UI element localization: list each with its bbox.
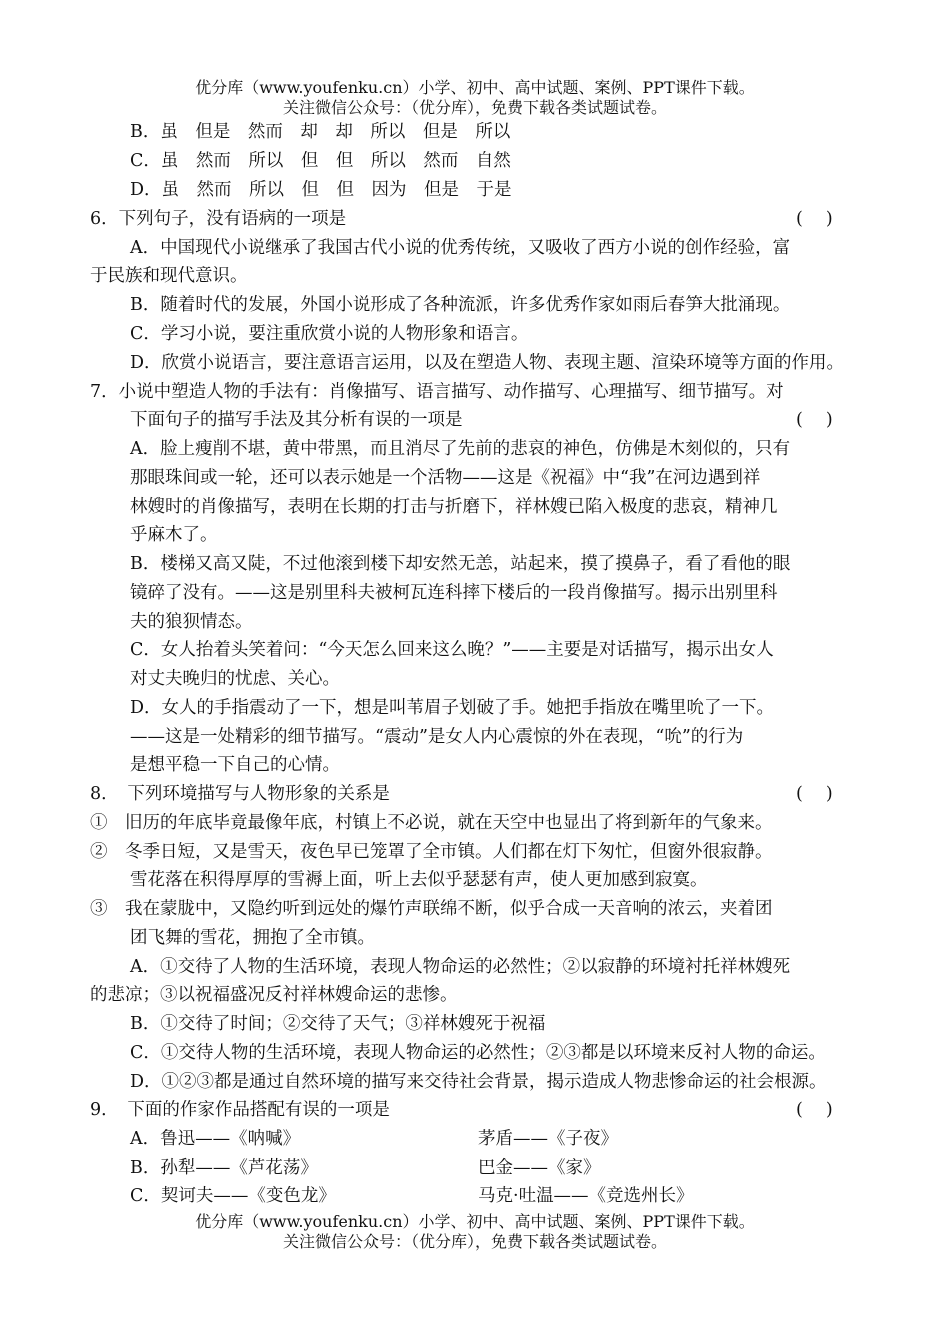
footer-line-1: 优分库（www.youfenku.cn）小学、初中、高中试题、案例、PPT课件下载。 xyxy=(195,1212,755,1231)
q8-passage-1: ① 旧历的年底毕竟最像年底，村镇上不必说，就在天空中也显出了将到新年的气象来。 xyxy=(90,813,773,833)
q7-stem-cont: 下面句子的描写手法及其分析有误的一项是 xyxy=(130,410,463,430)
q5-option-c: C．虽 然而 所以 但 但 所以 然而 自然 xyxy=(130,151,511,171)
q6-option-a-cont: 于民族和现代意识。 xyxy=(90,266,248,286)
q8-option-c: C．①交待人物的生活环境，表现人物命运的必然性；②③都是以环境来反衬人物的命运。 xyxy=(130,1043,826,1063)
q7-option-a-line2: 那眼珠间或一轮，还可以表示她是一个活物——这是《祝福》中“我”在河边遇到祥 xyxy=(130,468,761,488)
q6-answer-blank: ( ) xyxy=(796,209,833,229)
footer-line-2: 关注微信公众号：（优分库），免费下载各类试题试卷。 xyxy=(282,1232,667,1251)
header-line-2: 关注微信公众号：（优分库），免费下载各类试题试卷。 xyxy=(282,98,667,117)
q6-stem: 6．下列句子，没有语病的一项是 xyxy=(90,209,347,229)
q6-option-d: D．欣赏小说语言，要注意语言运用，以及在塑造人物、表现主题、渲染环境等方面的作用。 xyxy=(130,353,845,373)
q9-option-c-right: 马克·吐温——《竞选州长》 xyxy=(478,1186,694,1206)
q6-option-a: A．中国现代小说继承了我国古代小说的优秀传统，又吸收了西方小说的创作经验，富 xyxy=(130,238,791,258)
q9-option-c-left: C．契诃夫——《变色龙》 xyxy=(130,1186,336,1206)
q7-option-c-line2: 对丈夫晚归的忧虑、关心。 xyxy=(130,669,340,689)
q9-answer-blank: ( ) xyxy=(796,1100,833,1120)
q8-option-d: D．①②③都是通过自然环境的描写来交待社会背景，揭示造成人物悲惨命运的社会根源。 xyxy=(130,1072,827,1092)
q9-option-b-left: B．孙犁——《芦花荡》 xyxy=(130,1158,318,1178)
header-line-1: 优分库（www.youfenku.cn）小学、初中、高中试题、案例、PPT课件下载。 xyxy=(195,78,755,97)
q8-answer-blank: ( ) xyxy=(796,784,833,804)
q6-option-c: C．学习小说，要注重欣赏小说的人物形象和语言。 xyxy=(130,324,529,344)
q8-passage-2-cont: 雪花落在积得厚厚的雪褥上面，听上去似乎瑟瑟有声，使人更加感到寂寞。 xyxy=(130,870,708,890)
q9-option-a-right: 茅盾——《子夜》 xyxy=(478,1129,618,1149)
q7-option-b-line3: 夫的狼狈情态。 xyxy=(130,612,253,632)
q7-option-d: D．女人的手指震动了一下，想是叫苇眉子划破了手。她把手指放在嘴里吮了一下。 xyxy=(130,698,775,718)
q7-answer-blank: ( ) xyxy=(796,410,833,430)
q8-passage-2: ② 冬季日短，又是雪天，夜色早已笼罩了全市镇。人们都在灯下匆忙，但窗外很寂静。 xyxy=(90,842,773,862)
q6-option-b: B．随着时代的发展，外国小说形成了各种流派，许多优秀作家如雨后春笋大批涌现。 xyxy=(130,295,791,315)
q7-option-a-line3: 林嫂时的肖像描写，表明在长期的打击与折磨下，祥林嫂已陷入极度的悲哀，精神几 xyxy=(130,497,778,517)
q8-passage-3-cont: 团飞舞的雪花，拥抱了全市镇。 xyxy=(130,928,375,948)
q7-option-d-line3: 是想平稳一下自己的心情。 xyxy=(130,755,340,775)
q7-option-a: A．脸上瘦削不堪，黄中带黑，而且消尽了先前的悲哀的神色，仿佛是木刻似的，只有 xyxy=(130,439,791,459)
q7-option-b-line2: 镜碎了没有。——这是别里科夫被柯瓦连科摔下楼后的一段肖像描写。揭示出别里科 xyxy=(130,583,778,603)
q9-stem: 9． 下面的作家作品搭配有误的一项是 xyxy=(90,1100,390,1120)
q8-passage-3: ③ 我在蒙胧中，又隐约听到远处的爆竹声联绵不断，似乎合成一天音响的浓云，夹着团 xyxy=(90,899,773,919)
q8-stem: 8． 下列环境描写与人物形象的关系是 xyxy=(90,784,390,804)
q8-option-a: A．①交待了人物的生活环境，表现人物命运的必然性；②以寂静的环境衬托祥林嫂死 xyxy=(130,957,791,977)
q7-option-c: C．女人抬着头笑着问：“今天怎么回来这么晚？”——主要是对话描写，揭示出女人 xyxy=(130,640,774,660)
q7-option-a-line4: 乎麻木了。 xyxy=(130,525,218,545)
q8-option-b: B．①交待了时间；②交待了天气；③祥林嫂死于祝福 xyxy=(130,1014,546,1034)
q7-stem: 7．小说中塑造人物的手法有：肖像描写、语言描写、动作描写、心理描写、细节描写。对 xyxy=(90,382,784,402)
q9-option-a-left: A．鲁迅——《呐喊》 xyxy=(130,1129,301,1149)
q5-option-d: D．虽 然而 所以 但 但 因为 但是 于是 xyxy=(130,180,512,200)
q9-option-b-right: 巴金——《家》 xyxy=(478,1158,601,1178)
q8-option-a-cont: 的悲凉；③以祝福盛况反衬祥林嫂命运的悲惨。 xyxy=(90,985,458,1005)
q7-option-b: B．楼梯又高又陡，不过他滚到楼下却安然无恙，站起来，摸了摸鼻子，看了看他的眼 xyxy=(130,554,791,574)
q7-option-d-line2: ——这是一处精彩的细节描写。“震动”是女人内心震惊的外在表现，“吮”的行为 xyxy=(130,727,744,747)
q5-option-b: B．虽 但是 然而 却 却 所以 但是 所以 xyxy=(130,122,511,142)
